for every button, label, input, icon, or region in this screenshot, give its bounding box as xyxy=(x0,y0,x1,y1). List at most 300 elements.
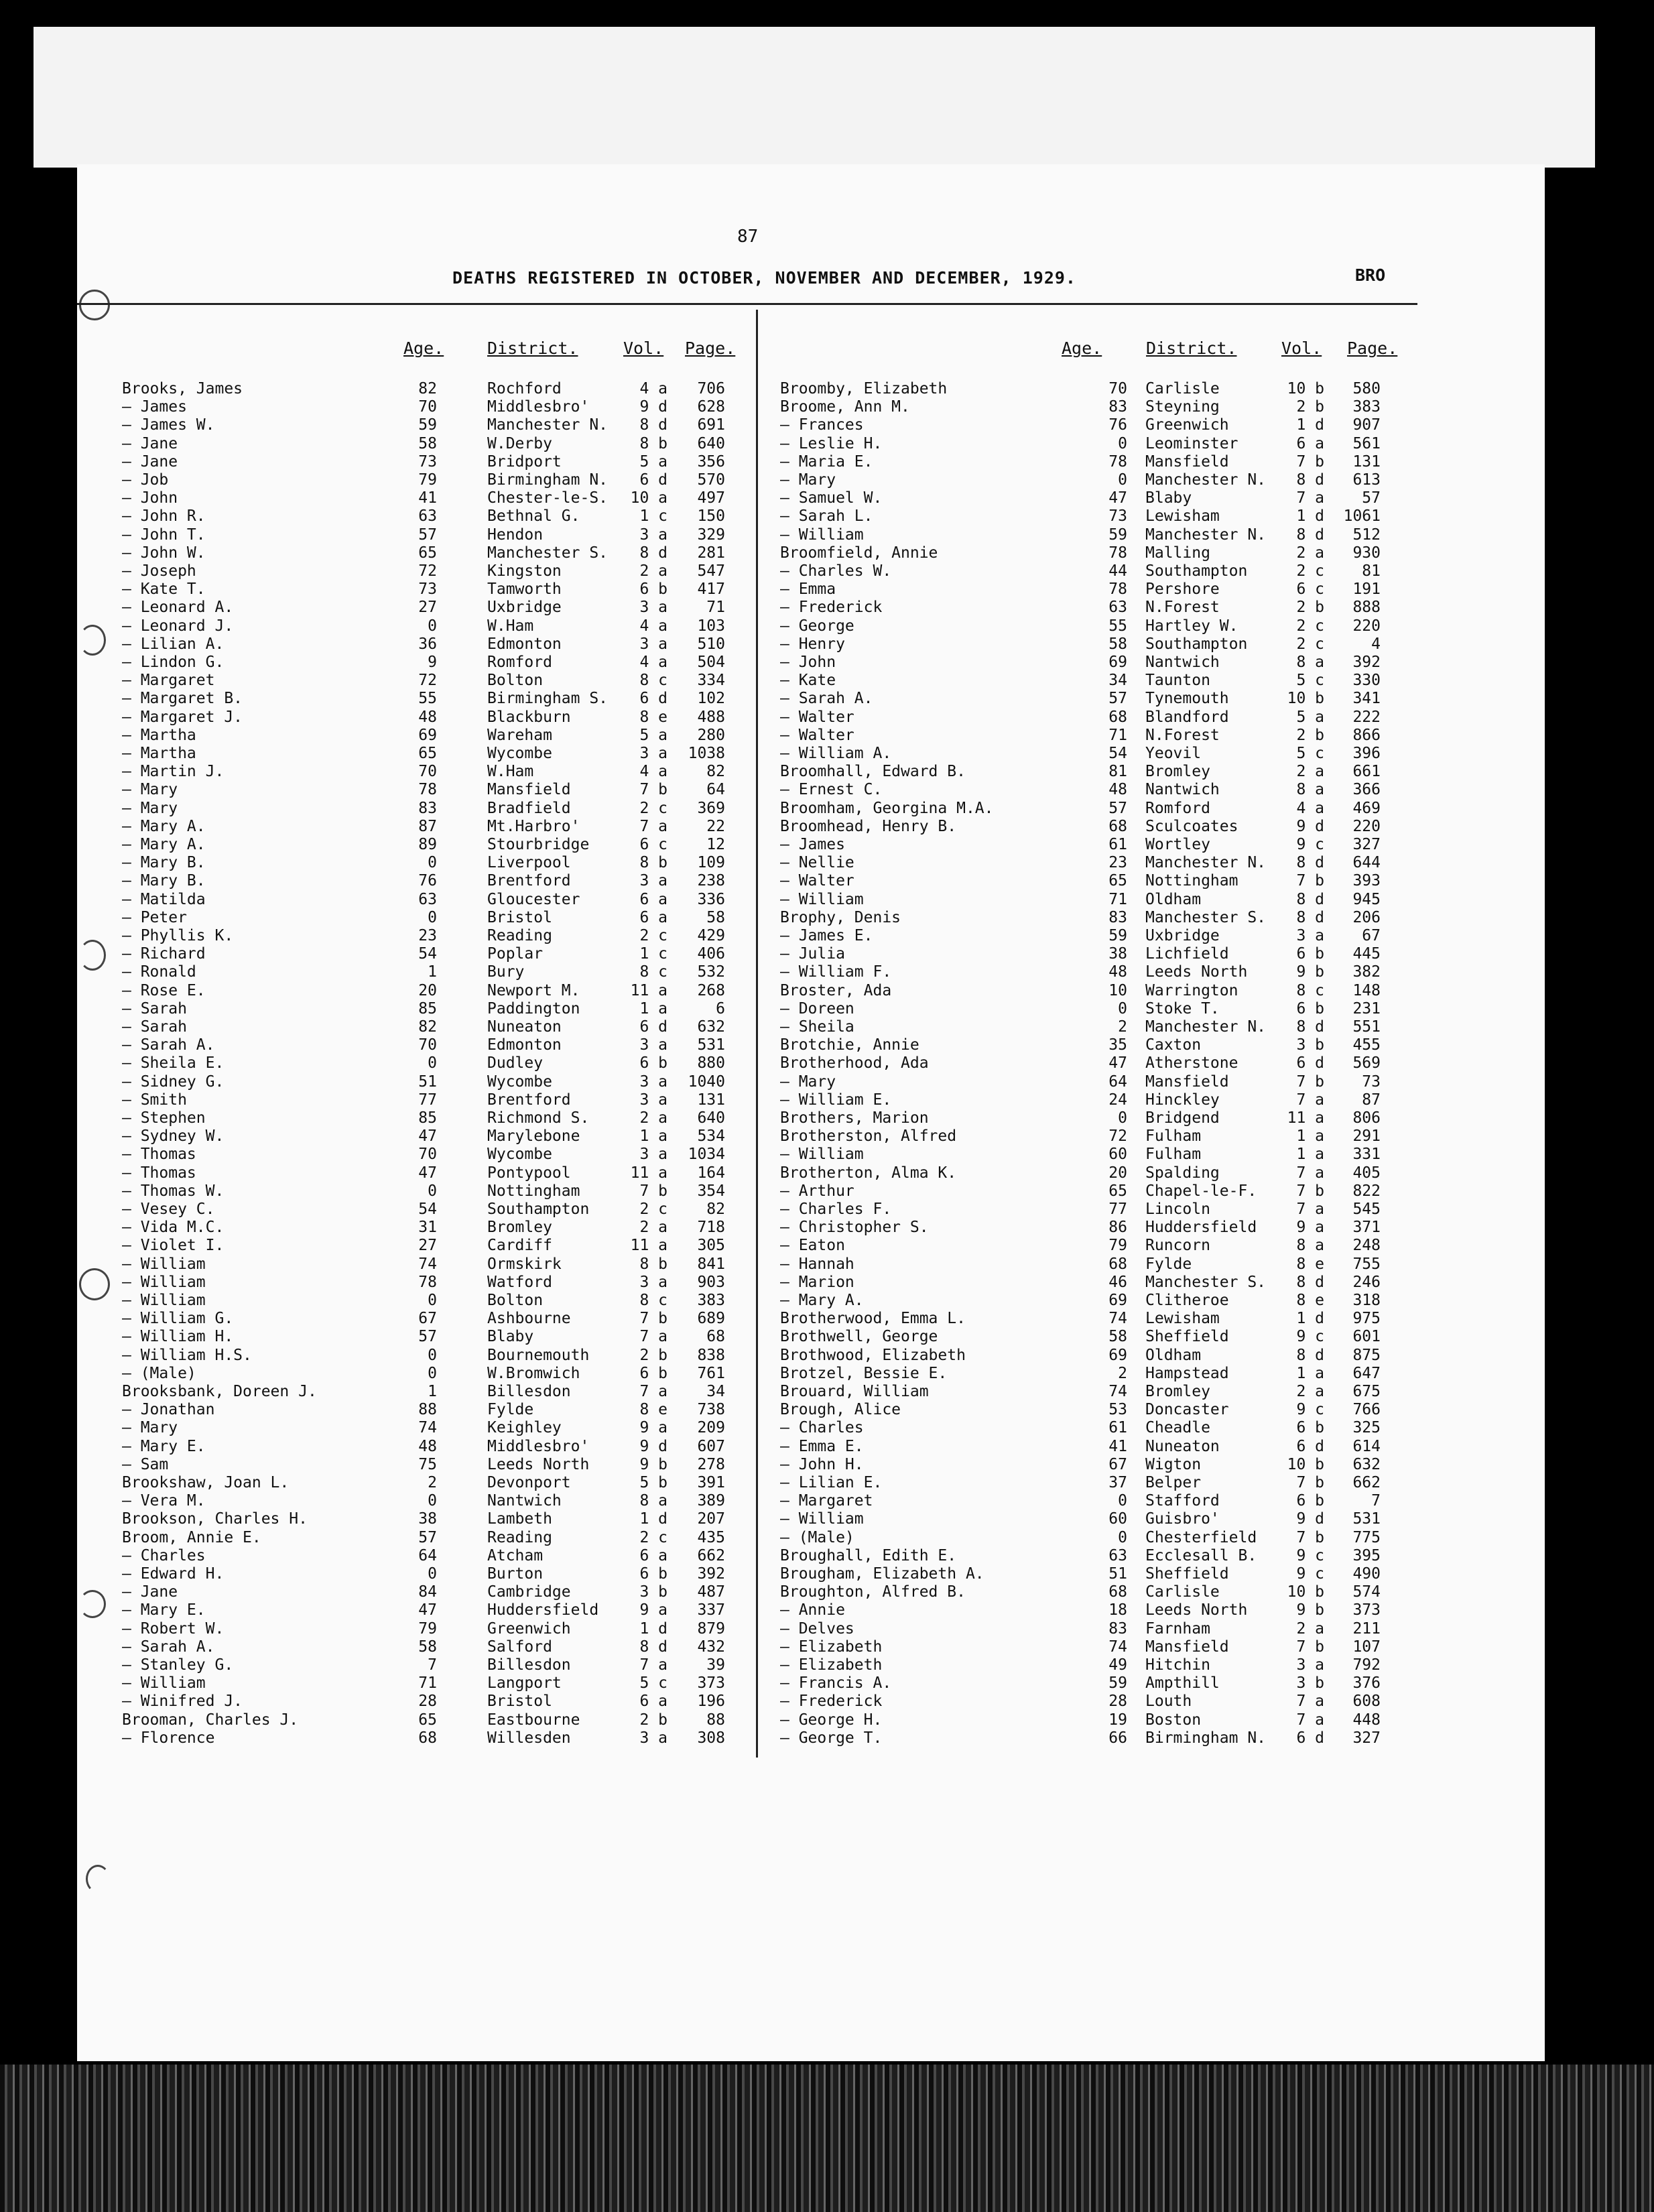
register-entry xyxy=(122,1164,739,1182)
entry-page: 305 xyxy=(697,1237,725,1255)
entry-page: 396 xyxy=(1352,745,1381,762)
register-entry xyxy=(780,1146,1397,1164)
entry-name: — Charles xyxy=(780,1419,864,1437)
entry-name: — Florence xyxy=(122,1729,215,1747)
entry-district: Eastbourne xyxy=(487,1711,580,1729)
entry-vol: 9 d xyxy=(639,1437,667,1455)
entry-age: 48 xyxy=(1108,781,1127,799)
register-entry xyxy=(122,1109,739,1127)
entry-name: — Rose E. xyxy=(122,981,206,999)
entry-name: Brotherwood, Emma L. xyxy=(780,1310,966,1328)
register-entry xyxy=(122,818,739,836)
entry-name: — Winifred J. xyxy=(122,1693,243,1711)
register-entry xyxy=(780,1365,1397,1383)
register-entry xyxy=(122,1328,739,1346)
register-entry xyxy=(122,1638,739,1656)
page-heading: DEATHS REGISTERED IN OCTOBER, NOVEMBER AND DECEMBER, 1929. xyxy=(452,268,1076,288)
entry-vol: 9 a xyxy=(639,1601,667,1619)
entry-page: 405 xyxy=(1352,1164,1381,1182)
entry-page: 196 xyxy=(697,1693,725,1711)
entry-vol: 7 a xyxy=(639,1383,667,1400)
top-page-strip xyxy=(34,27,1595,168)
entry-vol: 6 a xyxy=(1296,434,1324,452)
entry-page: 382 xyxy=(1352,963,1381,981)
entry-age: 63 xyxy=(418,507,437,526)
entry-name: — James xyxy=(780,836,845,853)
entry-district: Birmingham N. xyxy=(487,471,609,489)
entry-district: Hampstead xyxy=(1145,1364,1229,1382)
entry-name: — Sarah L. xyxy=(780,507,873,526)
entry-district: Huddersfield xyxy=(487,1601,599,1619)
entry-page: 393 xyxy=(1352,872,1381,890)
entry-page: 12 xyxy=(706,836,725,853)
entry-district: Southampton xyxy=(1145,635,1248,653)
entry-vol: 10 b xyxy=(1287,690,1324,708)
entry-vol: 4 a xyxy=(1296,799,1324,817)
register-entry xyxy=(122,1419,739,1437)
register-entry xyxy=(122,1620,739,1638)
entry-vol: 6 b xyxy=(1296,1492,1324,1510)
entry-name: — Maria E. xyxy=(780,452,873,471)
punch-hole xyxy=(79,1268,110,1300)
entry-name: — Charles F. xyxy=(780,1201,892,1218)
left-age-header: Age. xyxy=(403,339,444,358)
entry-district: Ormskirk xyxy=(487,1255,562,1273)
register-entry xyxy=(122,1729,739,1747)
register-entry xyxy=(780,1127,1397,1146)
register-entry xyxy=(780,562,1397,580)
entry-district: Cambridge xyxy=(487,1583,571,1601)
entry-page: 640 xyxy=(697,1109,725,1127)
entry-age: 47 xyxy=(418,1127,437,1146)
entry-page: 164 xyxy=(697,1164,725,1182)
entry-name: — Walter xyxy=(780,872,854,890)
entry-page: 1034 xyxy=(688,1146,725,1164)
register-entry xyxy=(122,1401,739,1419)
entry-age: 64 xyxy=(418,1546,437,1564)
register-entry xyxy=(122,1529,739,1547)
register-entry xyxy=(122,1601,739,1619)
entry-district: Leeds North xyxy=(1145,963,1248,981)
entry-district: Chapel-le-F. xyxy=(1145,1182,1257,1200)
entry-age: 24 xyxy=(1108,1091,1127,1109)
entry-age: 49 xyxy=(1108,1656,1127,1674)
entry-vol: 3 a xyxy=(639,1729,667,1747)
entry-vol: 8 b xyxy=(639,854,667,872)
entry-name: — William A. xyxy=(780,745,892,762)
entry-page: 291 xyxy=(1352,1127,1381,1146)
entry-district: Blandford xyxy=(1145,708,1229,726)
entry-name: — George xyxy=(780,617,854,635)
entry-age: 77 xyxy=(1108,1201,1127,1218)
entry-age: 77 xyxy=(418,1091,437,1109)
entry-age: 87 xyxy=(418,817,437,835)
register-entry xyxy=(780,1401,1397,1419)
entry-vol: 7 b xyxy=(1296,872,1324,890)
entry-page: 281 xyxy=(697,544,725,562)
entry-page: 373 xyxy=(697,1674,725,1693)
entry-age: 58 xyxy=(1108,1328,1127,1346)
entry-age: 23 xyxy=(1108,854,1127,872)
register-entry xyxy=(780,1456,1397,1474)
entry-name: — Sheila xyxy=(780,1018,854,1036)
register-entry xyxy=(122,580,739,599)
entry-vol: 8 d xyxy=(639,544,667,562)
register-entry xyxy=(780,1693,1397,1711)
entry-age: 47 xyxy=(1108,489,1127,507)
entry-district: Chesterfield xyxy=(1145,1528,1257,1546)
entry-vol: 9 c xyxy=(1296,1401,1324,1419)
entry-vol: 2 b xyxy=(1296,599,1324,617)
entry-name: Brouard, William xyxy=(780,1383,929,1400)
entry-district: Wycombe xyxy=(487,1072,552,1091)
scan-edge-noise xyxy=(0,2065,1654,2212)
entry-name: — William xyxy=(122,1273,206,1291)
register-entry xyxy=(780,1547,1397,1565)
entry-age: 71 xyxy=(1108,726,1127,744)
entry-age: 66 xyxy=(1108,1729,1127,1747)
entry-vol: 9 a xyxy=(1296,1219,1324,1237)
entry-name: — Mary xyxy=(780,471,836,489)
entry-page: 907 xyxy=(1352,416,1381,434)
register-entry xyxy=(780,909,1397,927)
register-entry xyxy=(122,690,739,708)
entry-vol: 5 c xyxy=(1296,745,1324,762)
entry-district: Wareham xyxy=(487,726,552,744)
entry-name: — Mary E. xyxy=(122,1601,206,1619)
entry-page: 738 xyxy=(697,1401,725,1419)
entry-district: Spalding xyxy=(1145,1164,1220,1182)
entry-vol: 7 b xyxy=(1296,1072,1324,1091)
register-entry xyxy=(122,854,739,872)
entry-page: 82 xyxy=(706,763,725,781)
entry-age: 83 xyxy=(1108,1619,1127,1638)
entry-district: Bridport xyxy=(487,452,562,471)
entry-age: 71 xyxy=(1108,890,1127,908)
entry-vol: 5 b xyxy=(639,1474,667,1491)
entry-age: 38 xyxy=(1108,945,1127,963)
entry-name: — Martha xyxy=(122,745,196,762)
entry-vol: 3 a xyxy=(639,1091,667,1109)
entry-name: Broom, Annie E. xyxy=(122,1528,261,1546)
entry-page: 761 xyxy=(697,1364,725,1382)
entry-vol: 8 c xyxy=(639,672,667,690)
entry-age: 85 xyxy=(418,1109,437,1127)
entry-name: — Doreen xyxy=(780,999,854,1018)
entry-page: 661 xyxy=(1352,763,1381,781)
register-entry xyxy=(122,507,739,526)
entry-district: Doncaster xyxy=(1145,1401,1229,1419)
entry-vol: 8 d xyxy=(1296,908,1324,926)
register-entry xyxy=(780,1255,1397,1274)
register-entry xyxy=(122,1146,739,1164)
entry-age: 0 xyxy=(428,1492,437,1510)
entry-age: 0 xyxy=(428,1054,437,1072)
entry-page: 246 xyxy=(1352,1273,1381,1291)
entry-name: — Sheila E. xyxy=(122,1054,225,1072)
entry-vol: 8 b xyxy=(639,1255,667,1273)
entry-age: 23 xyxy=(418,927,437,944)
register-entry xyxy=(780,1018,1397,1036)
entry-name: — Emma xyxy=(780,580,836,599)
entry-page: 392 xyxy=(1352,654,1381,671)
entry-page: 488 xyxy=(697,708,725,726)
entry-page: 150 xyxy=(697,507,725,526)
entry-age: 59 xyxy=(418,416,437,434)
entry-age: 68 xyxy=(1108,817,1127,835)
entry-age: 59 xyxy=(1108,927,1127,944)
entry-district: Birmingham S. xyxy=(487,690,609,708)
entry-name: — Sarah A. xyxy=(122,1036,215,1054)
entry-age: 60 xyxy=(1108,1146,1127,1164)
entry-vol: 9 d xyxy=(639,398,667,416)
entry-page: 662 xyxy=(697,1546,725,1564)
punch-hole xyxy=(79,625,106,656)
entry-name: Brookshaw, Joan L. xyxy=(122,1474,290,1491)
register-entry xyxy=(122,1000,739,1018)
entry-page: 792 xyxy=(1352,1656,1381,1674)
register-entry xyxy=(122,562,739,580)
register-entry xyxy=(780,1347,1397,1365)
entry-age: 73 xyxy=(418,580,437,599)
register-entry xyxy=(122,416,739,434)
register-entry xyxy=(780,1182,1397,1201)
register-entry xyxy=(780,1474,1397,1492)
entry-page: 675 xyxy=(1352,1383,1381,1400)
entry-page: 337 xyxy=(697,1601,725,1619)
entry-vol: 1 d xyxy=(639,1619,667,1638)
entry-name: — Sydney W. xyxy=(122,1127,225,1146)
entry-name: — Mary xyxy=(122,781,178,799)
entry-district: Wigton xyxy=(1145,1455,1202,1473)
entry-age: 28 xyxy=(1108,1693,1127,1711)
entry-district: Bristol xyxy=(487,908,552,926)
entry-name: — James xyxy=(122,398,187,416)
entry-page: 209 xyxy=(697,1419,725,1437)
entry-name: — Margaret J. xyxy=(122,708,243,726)
entry-page: 490 xyxy=(1352,1565,1381,1583)
entry-page: 57 xyxy=(1362,489,1381,507)
entry-name: Brophy, Denis xyxy=(780,908,901,926)
entry-district: Wortley xyxy=(1145,836,1210,853)
register-entry xyxy=(780,1237,1397,1255)
entry-page: 238 xyxy=(697,872,725,890)
entry-page: 888 xyxy=(1352,599,1381,617)
entry-age: 20 xyxy=(1108,1164,1127,1182)
entry-age: 28 xyxy=(418,1693,437,1711)
entry-district: Caxton xyxy=(1145,1036,1202,1054)
entry-page: 6 xyxy=(716,999,725,1018)
entry-district: Bury xyxy=(487,963,525,981)
entry-name: — Jane xyxy=(122,452,178,471)
entry-page: 1061 xyxy=(1343,507,1381,526)
entry-district: Sheffield xyxy=(1145,1328,1229,1346)
entry-vol: 1 a xyxy=(639,999,667,1018)
entry-name: — Margaret xyxy=(780,1492,873,1510)
entry-vol: 7 a xyxy=(1296,489,1324,507)
register-entry xyxy=(780,1219,1397,1237)
right-page-header: Page. xyxy=(1347,339,1398,358)
entry-age: 38 xyxy=(418,1510,437,1528)
entry-name: — John xyxy=(780,654,836,671)
entry-age: 27 xyxy=(418,599,437,617)
entry-district: Brentford xyxy=(487,872,571,890)
entry-name: Broomby, Elizabeth xyxy=(780,380,948,397)
entry-page: 206 xyxy=(1352,908,1381,926)
register-entry xyxy=(780,927,1397,945)
entry-page: 308 xyxy=(697,1729,725,1747)
register-entry xyxy=(780,945,1397,963)
entry-page: 373 xyxy=(1352,1601,1381,1619)
entry-age: 67 xyxy=(1108,1455,1127,1473)
entry-vol: 8 d xyxy=(1296,854,1324,872)
entry-page: 331 xyxy=(1352,1146,1381,1164)
register-entry xyxy=(122,1091,739,1109)
entry-district: Billesdon xyxy=(487,1383,571,1400)
entry-page: 417 xyxy=(697,580,725,599)
entry-name: — William xyxy=(780,526,864,544)
entry-age: 76 xyxy=(418,872,437,890)
entry-district: Gloucester xyxy=(487,890,580,908)
entry-district: Hartley W. xyxy=(1145,617,1238,635)
entry-name: — William xyxy=(122,1674,206,1693)
entry-vol: 3 a xyxy=(639,745,667,762)
entry-vol: 1 d xyxy=(1296,416,1324,434)
entry-district: W.Derby xyxy=(487,434,552,452)
entry-vol: 9 b xyxy=(1296,1601,1324,1619)
entry-vol: 7 b xyxy=(1296,1638,1324,1656)
entry-vol: 9 c xyxy=(1296,1565,1324,1583)
entry-name: Broomfield, Annie xyxy=(780,544,938,562)
entry-vol: 6 a xyxy=(639,908,667,926)
register-entry xyxy=(122,471,739,489)
entry-district: Cardiff xyxy=(487,1237,552,1255)
entry-name: — John W. xyxy=(122,544,206,562)
entry-age: 9 xyxy=(428,654,437,671)
entry-district: Reading xyxy=(487,927,552,944)
entry-age: 67 xyxy=(418,1310,437,1328)
register-entry xyxy=(122,544,739,562)
entry-page: 191 xyxy=(1352,580,1381,599)
entry-vol: 3 a xyxy=(639,599,667,617)
register-entry xyxy=(122,1656,739,1674)
entry-age: 57 xyxy=(418,1328,437,1346)
entry-name: — Jonathan xyxy=(122,1401,215,1419)
entry-vol: 6 b xyxy=(1296,945,1324,963)
entry-district: Stoke T. xyxy=(1145,999,1220,1018)
entry-age: 0 xyxy=(1118,999,1127,1018)
entry-district: Farnham xyxy=(1145,1619,1210,1638)
entry-age: 54 xyxy=(418,1201,437,1218)
entry-name: — George H. xyxy=(780,1711,883,1729)
entry-page: 383 xyxy=(697,1292,725,1309)
entry-vol: 1 c xyxy=(639,945,667,963)
entry-page: 376 xyxy=(1352,1674,1381,1693)
entry-district: Stafford xyxy=(1145,1492,1220,1510)
register-entry xyxy=(122,672,739,690)
entry-name: — William xyxy=(780,1146,864,1164)
entry-vol: 7 a xyxy=(1296,1693,1324,1711)
register-entry xyxy=(122,1438,739,1456)
register-entry xyxy=(122,1510,739,1528)
entry-vol: 8 b xyxy=(639,434,667,452)
punch-hole xyxy=(79,1590,106,1618)
entry-vol: 2 c xyxy=(639,1528,667,1546)
entry-district: Tynemouth xyxy=(1145,690,1229,708)
entry-district: Mt.Harbro' xyxy=(487,817,580,835)
entry-vol: 5 c xyxy=(639,1674,667,1693)
entry-age: 70 xyxy=(418,398,437,416)
page-number: 87 xyxy=(737,227,759,247)
entry-vol: 6 c xyxy=(1296,580,1324,599)
register-entry xyxy=(780,963,1397,981)
register-entry xyxy=(122,1036,739,1054)
entry-age: 31 xyxy=(418,1219,437,1237)
entry-vol: 11 a xyxy=(630,1164,667,1182)
entry-district: Atcham xyxy=(487,1546,544,1564)
entry-age: 70 xyxy=(1108,380,1127,397)
entry-district: Blaby xyxy=(487,1328,534,1346)
entry-age: 41 xyxy=(1108,1437,1127,1455)
entry-name: Brotherton, Alma K. xyxy=(780,1164,957,1182)
entry-name: — Stanley G. xyxy=(122,1656,234,1674)
entry-age: 53 xyxy=(1108,1401,1127,1419)
entry-vol: 2 c xyxy=(1296,617,1324,635)
entry-page: 102 xyxy=(697,690,725,708)
entry-district: Uxbridge xyxy=(487,599,562,617)
entry-page: 371 xyxy=(1352,1219,1381,1237)
entry-page: 880 xyxy=(697,1054,725,1072)
entry-vol: 8 d xyxy=(1296,1018,1324,1036)
register-entry xyxy=(122,1310,739,1328)
entry-district: Reading xyxy=(487,1528,552,1546)
entry-district: Atherstone xyxy=(1145,1054,1238,1072)
entry-vol: 1 a xyxy=(1296,1364,1324,1382)
entry-age: 41 xyxy=(418,489,437,507)
entry-vol: 7 b xyxy=(1296,452,1324,471)
entry-page: 551 xyxy=(1352,1018,1381,1036)
register-entry xyxy=(122,617,739,635)
entry-vol: 4 a xyxy=(639,617,667,635)
entry-vol: 7 b xyxy=(639,781,667,799)
entry-district: N.Forest xyxy=(1145,726,1220,744)
entry-page: 391 xyxy=(697,1474,725,1491)
entry-page: 547 xyxy=(697,562,725,580)
entry-page: 318 xyxy=(1352,1292,1381,1309)
entry-district: Ampthill xyxy=(1145,1674,1220,1693)
entry-vol: 2 c xyxy=(639,1201,667,1218)
entry-age: 69 xyxy=(1108,1346,1127,1364)
entry-district: Fylde xyxy=(1145,1255,1192,1273)
entry-vol: 8 d xyxy=(639,416,667,434)
register-entry xyxy=(122,1054,739,1072)
entry-age: 46 xyxy=(1108,1273,1127,1291)
entry-district: Richmond S. xyxy=(487,1109,590,1127)
register-entry xyxy=(780,1729,1397,1747)
entry-age: 83 xyxy=(1108,398,1127,416)
entry-district: Nantwich xyxy=(487,1492,562,1510)
entry-page: 628 xyxy=(697,398,725,416)
entry-vol: 2 a xyxy=(639,1109,667,1127)
entry-page: 601 xyxy=(1352,1328,1381,1346)
entry-page: 775 xyxy=(1352,1528,1381,1546)
register-entry xyxy=(122,489,739,507)
entry-district: Brentford xyxy=(487,1091,571,1109)
entry-page: 822 xyxy=(1352,1182,1381,1200)
entry-name: — Arthur xyxy=(780,1182,854,1200)
entry-district: Leeds North xyxy=(1145,1601,1248,1619)
entry-page: 945 xyxy=(1352,890,1381,908)
